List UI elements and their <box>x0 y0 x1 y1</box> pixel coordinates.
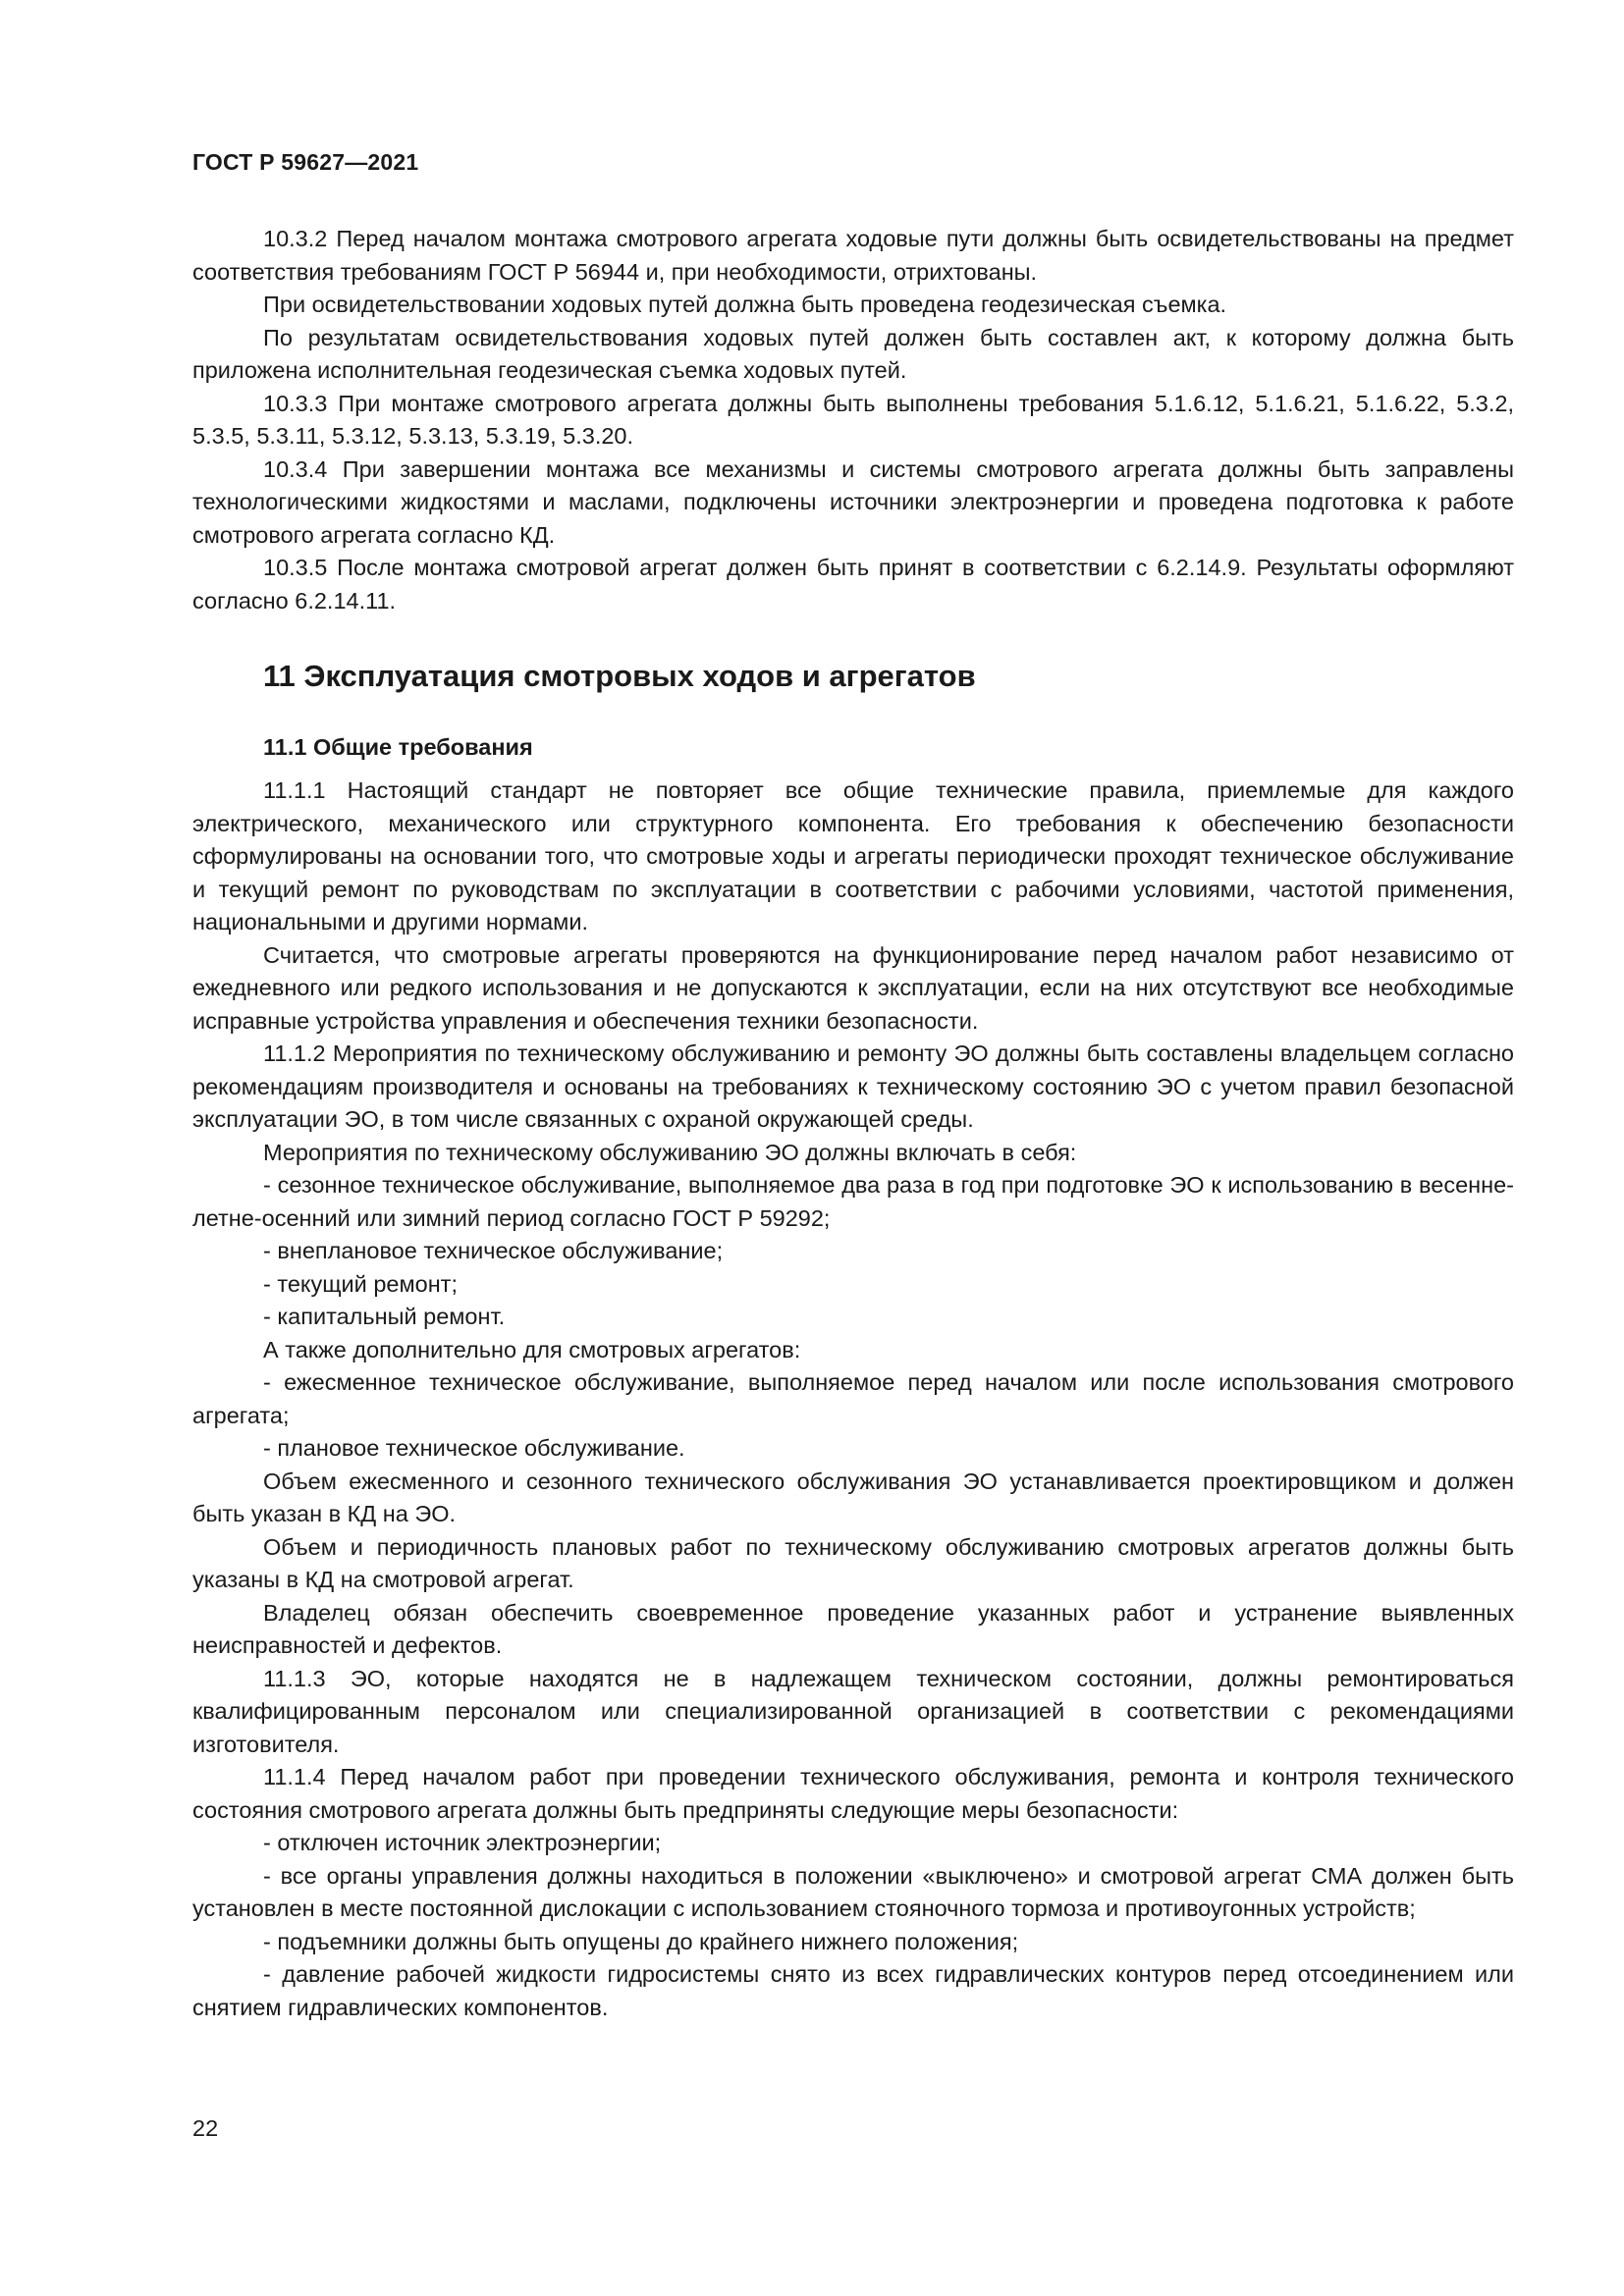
list-item: - подъемники должны быть опущены до крайнего нижнего положения; <box>263 1928 1019 1954</box>
paragraph: 11.1.4 Перед началом работ при проведении технического обслуживания, ремонта и контроля технического состояния смотрового агрегата должны быть предприняты следующие меры безопасности: <box>192 1764 1514 1823</box>
list-item: - текущий ремонт; <box>263 1270 458 1297</box>
paragraph: Считается, что смотровые агрегаты проверяются на функционирование перед началом работ независимо от ежедневного или редкого использования и не допускаются к эксплуатации, если на них отсутствуют все необходимые исправные устройства управления и обеспечения техники безопасности. <box>192 941 1514 1034</box>
paragraphs-after <box>192 774 1514 2024</box>
subsection-title: 11.1 Общие требования <box>263 734 533 760</box>
paragraph: А также дополнительно для смотровых агрегатов: <box>263 1336 801 1362</box>
paragraph: 10.3.2 Перед началом монтажа смотрового агрегата ходовые пути должны быть освидетельствованы на предмет соответствия требованиям ГОСТ Р 56944 и, при необходимости, отрихтованы. <box>192 226 1514 285</box>
paragraph: Владелец обязан обеспечить своевременное проведение указанных работ и устранение выявленных неисправностей и дефектов. <box>192 1599 1514 1658</box>
list-item: - внеплановое техническое обслуживание; <box>263 1238 724 1263</box>
paragraph: Мероприятия по техническому обслуживанию ЭО должны включать в себя: <box>263 1139 1077 1165</box>
paragraphs-before <box>192 223 1514 617</box>
section-title: 11 Эксплуатация смотровых ходов и агрегатов <box>263 659 976 693</box>
paragraph: Объем ежесменного и сезонного технического обслуживания ЭО устанавливается проектировщиком и должен быть указан в КД на ЭО. <box>192 1468 1514 1526</box>
paragraph: 11.1.1 Настоящий стандарт не повторяет все общие технические правила, приемлемые для каждого электрического, механического или структурного компонента. Его требования к обеспечению безопасности сформулированы на основании того, что смотровые ходы и агрегаты периодически проходят техническое обслуживание и текущий ремонт по руководствам по эксплуатации в соответствии с рабочими условиями, частотой применения, национальными и другими нормами. <box>192 777 1514 934</box>
list-item: - все органы управления должны находиться в положении «выключено» и смотровой агрегат СМА должен быть установлен в месте постоянной дислокации с использованием стояночного тормоза и противоугонных устройств; <box>192 1862 1514 1921</box>
list-item: - капитальный ремонт. <box>263 1304 506 1329</box>
list-item: - сезонное техническое обслуживание, выполняемое два раза в год при подготовке ЭО к использованию в весенне-летне-осенний или зимний период согласно ГОСТ Р 59292; <box>192 1172 1514 1231</box>
document-header: ГОСТ Р 59627—2021 <box>192 149 419 175</box>
paragraph: По результатам освидетельствования ходовых путей должен быть составлен акт, к которому должна быть приложена исполнительная геодезическая съемка ходовых путей. <box>192 324 1514 383</box>
paragraph: 10.3.3 При монтаже смотрового агрегата должны быть выполнены требования 5.1.6.12, 5.1.6.21, 5.1.6.22, 5.3.2, 5.3.5, 5.3.11, 5.3.12, 5.3.13, 5.3.19, 5.3.20. <box>192 390 1514 449</box>
document-body <box>192 223 1514 2024</box>
paragraph: 10.3.5 После монтажа смотровой агрегат должен быть принят в соответствии с 6.2.14.9. Результаты оформляют согласно 6.2.14.11. <box>192 555 1514 614</box>
paragraph: 11.1.3 ЭО, которые находятся не в надлежащем техническом состоянии, должны ремонтироваться квалифицированным персоналом или специализированной организацией в соответствии с рекомендациями изготовителя. <box>192 1665 1514 1757</box>
page-number: 22 <box>192 2115 219 2141</box>
list-item: - плановое техническое обслуживание. <box>263 1435 685 1461</box>
list-item: - отключен источник электроэнергии; <box>263 1830 662 1855</box>
paragraph: При освидетельствовании ходовых путей должна быть проведена геодезическая съемка. <box>263 292 1227 317</box>
paragraph: 10.3.4 При завершении монтажа все механизмы и системы смотрового агрегата должны быть заправлены технологическими жидкостями и маслами, подключены источники электроэнергии и проведена подготовка к работе смотрового агрегата согласно КД. <box>192 455 1514 548</box>
paragraph: Объем и периодичность плановых работ по техническому обслуживанию смотровых агрегатов должны быть указаны в КД на смотровой агрегат. <box>192 1533 1514 1592</box>
list-item: - давление рабочей жидкости гидросистемы снято из всех гидравлических контуров перед отсоединением или снятием гидравлических компонентов. <box>192 1961 1514 2020</box>
paragraph: 11.1.2 Мероприятия по техническому обслуживанию и ремонту ЭО должны быть составлены владельцем согласно рекомендациям производителя и основаны на требованиях к техническому состоянию ЭО с учетом правил безопасной эксплуатации ЭО, в том числе связанных с охраной окружающей среды. <box>192 1041 1514 1132</box>
list-item: - ежесменное техническое обслуживание, выполняемое перед началом или после использования смотрового агрегата; <box>192 1369 1514 1428</box>
